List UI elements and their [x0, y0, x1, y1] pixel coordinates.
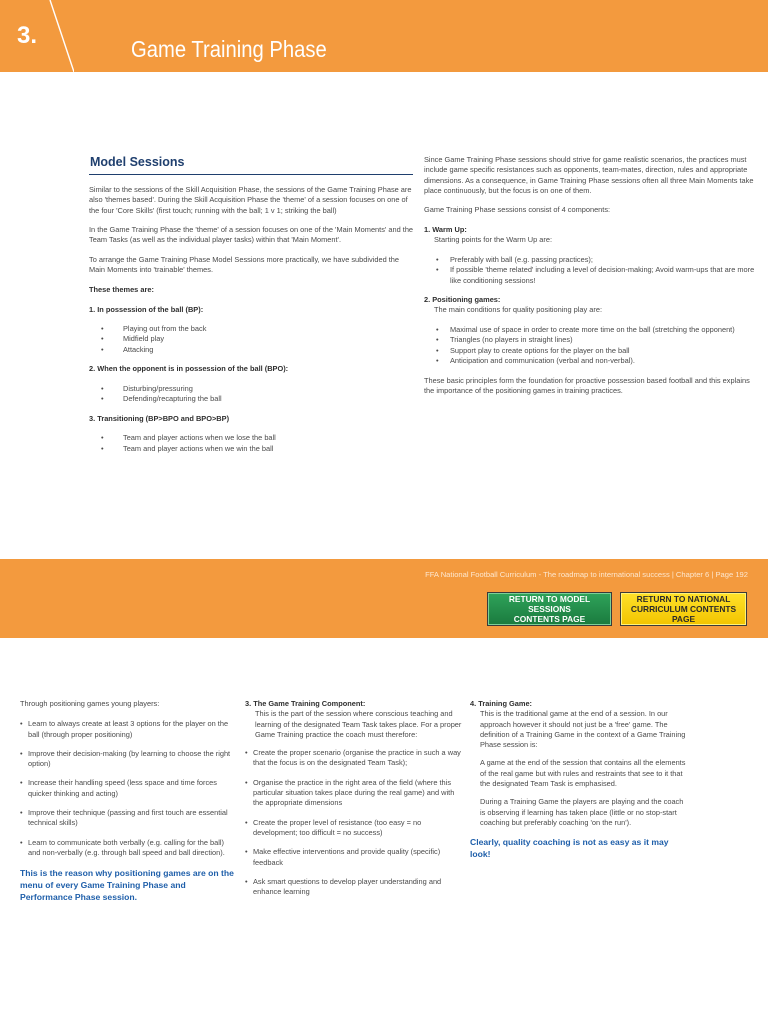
section-title: Model Sessions [90, 155, 185, 169]
themes-heading: These themes are: [89, 284, 154, 294]
intro-paragraph: In the Game Training Phase the 'theme' of a session focuses on one of the 'Main Moments' and the Team Tasks (as well as the individual player tasks) within that 'Main Moment'. [89, 225, 414, 245]
theme-list [89, 384, 415, 405]
list-item: • Learn to communicate both verbally (e.g. calling for the ball) and non-verbally (e.g. through ball speed and ball direction). [20, 838, 238, 859]
list-item: • Team and player actions when we lose the ball [89, 433, 415, 443]
button-label: CURRICULUM CONTENTS PAGE [630, 604, 737, 624]
component-text: During a Training Game the players are playing and the coach is observing if learning has taken place (little or no stop-start coaching but preferably coaching 'on the run'). [480, 797, 684, 827]
closing-paragraph: These basic principles form the foundation for proactive possession based football and this explains the importance of the positioning games in training practices. [424, 375, 750, 395]
component-text: A game at the end of the session that contains all the elements of the real game but with rules and restraints that see to it that the designated Team Task is emphasised. [480, 758, 686, 789]
page2-column-1 [20, 699, 238, 911]
list-item: • Create the proper scenario (organise the practice in such a way that the focus is on the designated Team Task); [245, 748, 463, 769]
page2-column-3 [470, 699, 686, 868]
list-item: • Defending/recapturing the ball [89, 394, 415, 404]
button-label: RETURN TO NATIONAL [636, 594, 731, 604]
intro-paragraph: Since Game Training Phase sessions should strive for game realistic scenarios, the practices must include game specific resistances such as opponents, team-mates, direction, rules and appropriate dimensions. As a consequence, in Game Training Phase sessions often all three Main Moments take place continuously, but the focus is on one of them. [424, 155, 754, 195]
component-heading: 2. Positioning games: [424, 295, 501, 305]
button-label: CONTENTS PAGE [513, 614, 586, 624]
list-item: • Maximal use of space in order to create more time on the ball (stretching the opponent) [424, 325, 760, 335]
list-item: • Anticipation and communication (verbal and non-verbal). [424, 356, 760, 366]
coach-tasks-list [245, 748, 463, 897]
list-item: • If possible 'theme related' including a level of decision-making; Avoid warm-ups that are more like conditioning sessions! [424, 265, 760, 286]
component-text: This is the traditional game at the end of a session. In our approach however it should not just be a 'free' game. The definition of a Training Game in the context of a Game Training Phase session is: [480, 709, 686, 750]
component-heading: 1. Warm Up: [424, 225, 467, 235]
intro-paragraph: Similar to the sessions of the Skill Acquisition Phase, the sessions of the Game Training Phase are also 'themes based'. During the Skill Acquisition Phase the 'theme' of a session focuses on one of the four 'Core Skills' (first touch; running with the ball; 1 v 1; striking the ball) [89, 185, 412, 215]
component-text: The main conditions for quality positioning play are: [434, 305, 603, 315]
list-item: • Improve their decision-making (by learning to choose the right option) [20, 749, 238, 770]
button-label: RETURN TO MODEL SESSIONS [508, 594, 591, 614]
chapter-number: 3. [17, 22, 38, 49]
theme-list [89, 433, 415, 454]
theme-heading: 2. When the opponent is in possession of the ball (BPO): [89, 364, 289, 374]
list-item: • Ask smart questions to develop player understanding and enhance learning [245, 877, 463, 898]
list-item: • Disturbing/pressuring [89, 384, 415, 394]
column-intro: Through positioning games young players: [20, 699, 160, 708]
component-text: Starting points for the Warm Up are: [434, 235, 553, 245]
theme-heading: 3. Transitioning (BP>BPO and BPO>BP) [89, 413, 230, 423]
list-item: • Learn to always create at least 3 options for the player on the ball (through proper positioning) [20, 719, 238, 740]
list-item: • Increase their handling speed (less space and time forces quicker thinking and acting) [20, 778, 238, 799]
return-model-sessions-button[interactable] [487, 592, 612, 626]
list-item: • Improve their technique (passing and first touch are essential technical skills) [20, 808, 238, 829]
header-band [0, 0, 768, 72]
list-item: • Preferably with ball (e.g. passing practices); [424, 255, 760, 265]
component-text: This is the part of the session where conscious teaching and learning of the designated Team Task takes place. For a proper Game Training practice the coach must therefore: [255, 709, 462, 739]
list-item: • Support play to create options for the player on the ball [424, 346, 760, 356]
return-national-curriculum-button[interactable] [620, 592, 747, 626]
benefits-list [20, 719, 238, 858]
theme-list [89, 324, 415, 355]
list-item: • Make effective interventions and provide quality (specific) feedback [245, 847, 463, 868]
component-heading: 3. The Game Training Component: [245, 699, 366, 708]
list-item: • Triangles (no players in straight lines) [424, 335, 760, 345]
list-item: • Organise the practice in the right area of the field (where this particular situation takes place during the real game) and with the appropriate dimensions [245, 778, 463, 809]
list-item: • Create the proper level of resistance (too easy = no development; too difficult = no success) [245, 818, 463, 839]
page-footer: FFA National Football Curriculum - The roadmap to international success | Chapter 6 | Page 192 [425, 570, 748, 579]
positioning-list [424, 325, 760, 366]
left-column [89, 185, 415, 463]
component-heading: 4. Training Game: [470, 699, 533, 708]
section-divider [89, 174, 413, 175]
warmup-list [424, 255, 760, 286]
list-item: • Midfield play [89, 334, 415, 344]
list-item: • Attacking [89, 345, 415, 355]
list-item: • Playing out from the back [89, 324, 415, 334]
page2-column-2 [245, 699, 463, 906]
highlight-note: Clearly, quality coaching is not as easy as it may look! [470, 837, 669, 860]
page-title: Game Training Phase [131, 36, 327, 62]
right-column [424, 155, 760, 405]
intro-paragraph: Game Training Phase sessions consist of 4 components: [424, 205, 611, 215]
intro-paragraph: To arrange the Game Training Phase Model Sessions more practically, we have subdivided the Main Moments into 'trainable' themes. [89, 255, 400, 275]
theme-heading: 1. In possession of the ball (BP): [89, 304, 204, 314]
highlight-note: This is the reason why positioning games are on the menu of every Game Training Phase and Performance Phase session. [20, 868, 234, 903]
list-item: • Team and player actions when we win the ball [89, 444, 415, 454]
